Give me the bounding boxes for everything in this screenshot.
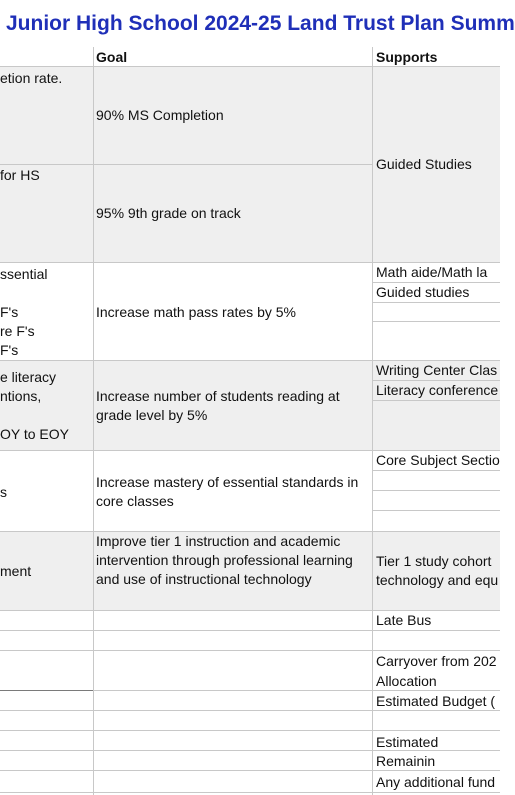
page-title: Junior High School 2024-25 Land Trust Plan Summ — [6, 12, 515, 35]
cell-late-bus: Late Bus — [376, 612, 432, 628]
cell-c1-r4: e literacy ntions, OY to EOY — [0, 369, 69, 442]
cell-goal-r4: Increase number of students reading at grade level by 5% — [96, 388, 340, 423]
cell-estimated-budget: Estimated Budget ( — [376, 693, 496, 709]
cell-supports-r4b: Literacy conference — [376, 382, 499, 398]
cell-goal-r6: Improve tier 1 instruction and academic intervention through professional learning and use of instructional technology — [96, 533, 353, 587]
cell-supports-r5a: Core Subject Sectio — [376, 452, 500, 468]
cell-supports-r6a: Tier 1 study cohort technology and equ — [376, 553, 499, 588]
cell-c1-r1: etion rate. — [0, 70, 63, 86]
cell-goal-r1: 90% MS Completion — [96, 107, 224, 123]
cell-supports-r4a: Writing Center Clas — [376, 362, 498, 378]
spreadsheet — [0, 47, 500, 795]
cell-additional-funds: Any additional fund — [376, 774, 496, 790]
header-goal: Goal — [96, 49, 128, 65]
cell-c1-r2: for HS — [0, 167, 40, 183]
cell-supports-r3a: Math aide/Math la — [376, 264, 488, 280]
cell-goal-r5: Increase mastery of essential standards in core classes — [96, 474, 359, 509]
cell-c1-r3: ssential F's re F's F's — [0, 266, 48, 358]
header-supports: Supports — [376, 49, 438, 65]
cell-carryover: Carryover from 202 — [376, 653, 497, 669]
cell-supports-r3b: Guided studies — [376, 284, 470, 300]
cell-allocation: Allocation — [376, 673, 437, 689]
cell-estimated-remaining: Estimated Remainin — [376, 734, 439, 769]
cell-c1-r6: ment — [0, 563, 32, 579]
cell-goal-r2: 95% 9th grade on track — [96, 205, 241, 221]
cell-c1-r5: s — [0, 484, 7, 500]
cell-goal-r3: Increase math pass rates by 5% — [96, 304, 296, 320]
cell-supports-r12: Guided Studies — [376, 156, 472, 172]
